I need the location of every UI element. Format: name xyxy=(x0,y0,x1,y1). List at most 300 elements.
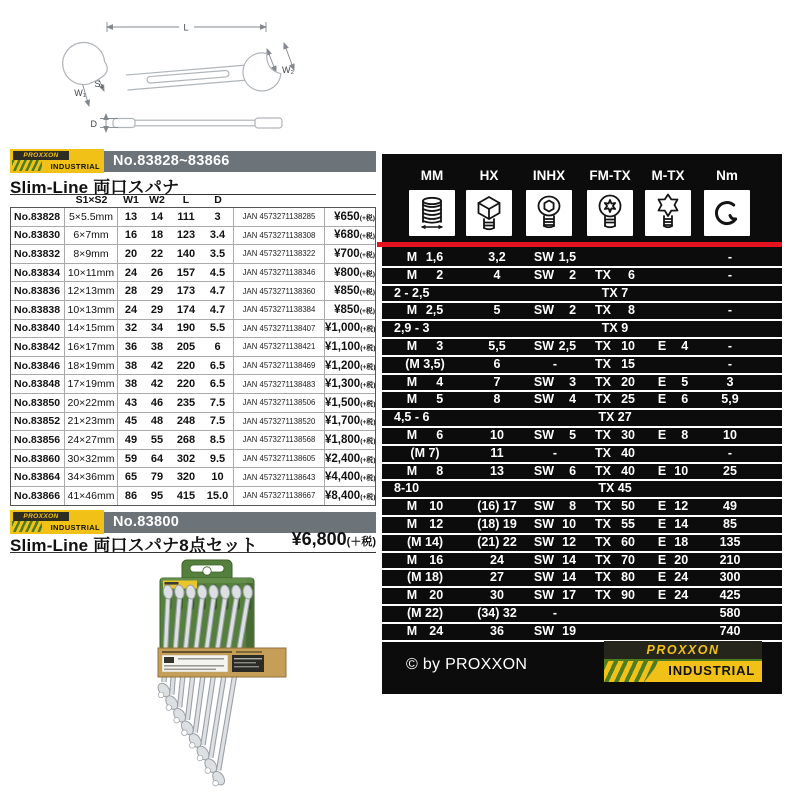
metric-cell: 30 xyxy=(490,588,504,603)
metric-cell: 135 xyxy=(719,534,741,549)
banner-model-range xyxy=(10,151,376,172)
spec-w2: 29 xyxy=(150,303,164,316)
proxxon-industrial-logo-large xyxy=(604,641,762,682)
spec-w2: 14 xyxy=(150,210,164,223)
red-divider-line xyxy=(377,242,782,247)
spec-size: 12×13mm xyxy=(65,282,118,300)
metric-cell: M 2 xyxy=(406,267,444,282)
spec-row xyxy=(11,337,375,356)
metric-cell: TX 25 xyxy=(595,392,635,407)
fmtx-icon-box xyxy=(587,190,633,236)
spec-row xyxy=(11,300,375,319)
spec-size: 21×23mm xyxy=(65,413,118,431)
col-header-hx: HX xyxy=(479,168,499,183)
metric-cell: 580 xyxy=(719,605,741,620)
col-header-mtx: M-TX xyxy=(651,168,685,183)
spec-model-no: No.83842 xyxy=(11,338,65,356)
header-w2: W2 xyxy=(149,194,165,206)
logo-green-line xyxy=(604,659,762,661)
spec-l: 220 xyxy=(176,378,196,391)
label-D: D xyxy=(90,119,97,129)
spec-row xyxy=(11,393,375,412)
spec-w2: 48 xyxy=(150,415,164,428)
spec-price: ¥1,000(+税) xyxy=(325,322,376,335)
proxxon-logo-stripes-icon xyxy=(12,160,42,171)
metric-cell: TX 50 xyxy=(595,499,635,514)
spec-d: 10 xyxy=(202,468,234,486)
spec-d: 6.5 xyxy=(202,375,234,393)
spec-d: 3 xyxy=(202,208,234,226)
metric-row xyxy=(382,321,782,339)
spec-price: ¥8,400(+税) xyxy=(325,489,376,502)
metric-cell: M 6 xyxy=(406,427,444,442)
spec-price: ¥1,500(+税) xyxy=(325,396,376,409)
spec-row xyxy=(11,319,375,338)
proxxon-wordmark: PROXXON xyxy=(13,512,69,521)
spec-size: 41×46mm xyxy=(65,487,118,505)
spec-model-no: No.83830 xyxy=(11,227,65,245)
spec-w1: 28 xyxy=(124,285,138,298)
metric-cell: (M 7) xyxy=(410,445,440,460)
spec-price: ¥4,400(+税) xyxy=(325,471,376,484)
spec-jan-code: JAN 4573271138520 xyxy=(234,413,325,431)
metric-row xyxy=(382,250,782,268)
spec-d: 9.5 xyxy=(202,450,234,468)
spec-size: 10×11mm xyxy=(65,264,118,282)
metric-cell: - xyxy=(727,356,733,371)
spec-w1: 13 xyxy=(124,210,138,223)
spec-l: 248 xyxy=(176,415,196,428)
proxxon-industrial-logo xyxy=(10,149,104,173)
metric-cell: M 5 xyxy=(406,392,444,407)
metric-cell: TX 45 xyxy=(598,481,632,496)
metric-cell: 2,9 - 3 xyxy=(394,321,430,336)
spec-row xyxy=(11,208,375,226)
product-title: Slim-Line 両口スパナ xyxy=(10,178,180,197)
metric-cell: 11 xyxy=(490,445,504,460)
wrench-set-product-photo xyxy=(138,554,318,800)
spec-l: 111 xyxy=(177,210,195,223)
spec-l: 320 xyxy=(176,471,196,484)
spec-model-no: No.83834 xyxy=(11,264,65,282)
header-size: S1×S2 xyxy=(75,194,108,206)
spec-d: 4.7 xyxy=(202,282,234,300)
metric-cell: TX 6 xyxy=(595,267,635,282)
metric-row xyxy=(382,375,782,393)
spec-model-no: No.83836 xyxy=(11,282,65,300)
label-W2: W₂ xyxy=(282,65,294,75)
spec-size: 6×7mm xyxy=(65,227,118,245)
spec-row xyxy=(11,356,375,375)
metric-cell: TX 40 xyxy=(595,463,635,478)
spec-w1: 43 xyxy=(124,396,138,409)
set-price-value: ¥6,800 xyxy=(291,529,347,549)
spec-w2: 38 xyxy=(150,340,164,353)
proxxon-logo-stripes-icon xyxy=(604,661,660,682)
spec-d: 8.5 xyxy=(202,431,234,449)
spec-jan-code: JAN 4573271138285 xyxy=(234,208,325,226)
metric-cell: 210 xyxy=(719,552,741,567)
external-torx-screw-icon xyxy=(648,193,688,233)
metric-cell: SW 2 xyxy=(533,303,577,318)
spec-jan-code: JAN 4573271138469 xyxy=(234,357,325,375)
metric-cell: 49 xyxy=(723,499,737,514)
metric-cell: (18) 19 xyxy=(477,516,517,531)
spec-d: 3.5 xyxy=(202,245,234,263)
metric-cell: - xyxy=(727,267,733,282)
spec-l: 235 xyxy=(176,396,196,409)
metric-cell: (M 18) xyxy=(406,570,444,585)
spec-w1: 16 xyxy=(124,229,138,242)
spec-price: ¥650(+税) xyxy=(334,210,375,223)
metric-cell: TX 70 xyxy=(595,552,635,567)
metric-cell: SW 6 xyxy=(533,463,577,478)
spec-w2: 26 xyxy=(150,266,164,279)
metric-cell: 5,5 xyxy=(488,338,506,353)
metric-cell: TX 10 xyxy=(595,338,635,353)
spec-price: ¥1,700(+税) xyxy=(325,415,376,428)
metric-cell: E 18 xyxy=(657,534,689,549)
spec-model-no: No.83856 xyxy=(11,431,65,449)
spec-l: 268 xyxy=(176,433,196,446)
metric-cell: TX 40 xyxy=(595,445,635,460)
metric-row xyxy=(382,392,782,410)
metric-row xyxy=(382,428,782,446)
spec-l: 220 xyxy=(176,359,196,372)
metric-cell: 5 xyxy=(493,303,501,318)
spec-jan-code: JAN 4573271138605 xyxy=(234,450,325,468)
spec-w2: 95 xyxy=(150,489,164,502)
spec-w1: 49 xyxy=(124,433,138,446)
spec-model-no: No.83850 xyxy=(11,394,65,412)
metric-cell: TX 8 xyxy=(595,303,635,318)
package-label-band xyxy=(158,648,286,677)
spec-l: 190 xyxy=(176,322,196,335)
metric-cell: M 12 xyxy=(406,516,444,531)
spec-d: 15.0 xyxy=(202,487,234,505)
metric-cell: - xyxy=(727,250,733,264)
spec-price: ¥680(+税) xyxy=(334,229,375,242)
spec-w2: 22 xyxy=(150,247,164,260)
metric-cell: - xyxy=(727,338,733,353)
metric-cell: 3,2 xyxy=(488,250,506,264)
spec-w1: 36 xyxy=(124,340,138,353)
spec-jan-code: JAN 4573271138667 xyxy=(234,487,325,505)
hx-icon-box xyxy=(466,190,512,236)
metric-cell: - xyxy=(552,445,558,460)
metric-row xyxy=(382,268,782,286)
spec-l: 174 xyxy=(176,303,196,316)
mtx-icon-box xyxy=(645,190,691,236)
hex-bolt-icon xyxy=(469,193,509,233)
spec-l: 205 xyxy=(176,340,196,353)
metric-cell: 2 - 2,5 xyxy=(394,285,430,300)
spec-price: ¥850(+税) xyxy=(334,303,375,316)
spec-w1: 20 xyxy=(124,247,138,260)
metric-cell: E 14 xyxy=(657,516,689,531)
metric-cell: TX 9 xyxy=(601,321,629,336)
spec-model-no: No.83866 xyxy=(11,487,65,505)
header-d: D xyxy=(214,194,222,206)
spec-price: ¥1,300(+税) xyxy=(325,378,376,391)
spec-row xyxy=(11,226,375,245)
spec-d: 7.5 xyxy=(202,413,234,431)
spec-w2: 18 xyxy=(150,229,164,242)
metric-cell: 300 xyxy=(719,570,741,585)
metric-row xyxy=(382,286,782,304)
metric-cell: (M 3,5) xyxy=(405,356,445,371)
metric-cell: 6 xyxy=(493,356,501,371)
spec-size: 5×5.5mm xyxy=(65,208,118,226)
metric-cell: 4,5 - 6 xyxy=(394,410,430,425)
metric-cell: E 24 xyxy=(657,570,689,585)
spec-w2: 29 xyxy=(150,285,164,298)
spec-d: 3.4 xyxy=(202,227,234,245)
torx-recess-screw-icon xyxy=(590,193,630,233)
industrial-wordmark: INDUSTRIAL xyxy=(50,162,100,171)
spec-size: 8×9mm xyxy=(65,245,118,263)
metric-row xyxy=(382,464,782,482)
metric-cell: M 2,5 xyxy=(406,303,444,318)
spec-model-no: No.83832 xyxy=(11,245,65,263)
metric-cell: M 8 xyxy=(406,463,444,478)
spec-w1: 86 xyxy=(124,489,138,502)
spec-size: 20×22mm xyxy=(65,394,118,412)
header-l: L xyxy=(182,194,190,206)
spec-size: 30×32mm xyxy=(65,450,118,468)
metric-thread-icon xyxy=(412,193,452,233)
spec-size: 24×27mm xyxy=(65,431,118,449)
spec-w1: 59 xyxy=(124,452,138,465)
metric-cell: E 24 xyxy=(657,588,689,603)
metric-cell: 425 xyxy=(719,588,741,603)
set-model-number: No.83800 xyxy=(113,514,180,530)
metric-cell: 740 xyxy=(719,623,741,638)
metric-row xyxy=(382,588,782,606)
spec-model-no: No.83860 xyxy=(11,450,65,468)
spec-w2: 46 xyxy=(150,396,164,409)
spec-jan-code: JAN 4573271138346 xyxy=(234,264,325,282)
metric-cell: (M 14) xyxy=(406,534,444,549)
set-title-underline xyxy=(10,552,376,553)
metric-cell: 8-10 xyxy=(394,481,420,496)
spec-jan-code: JAN 4573271138643 xyxy=(234,468,325,486)
spec-model-no: No.83852 xyxy=(11,413,65,431)
spec-row xyxy=(11,263,375,282)
spec-row xyxy=(11,244,375,263)
set-title: Slim-Line 両口スパナ8点セット xyxy=(10,536,258,555)
metric-cell: TX 15 xyxy=(595,356,635,371)
spec-d: 6.5 xyxy=(202,357,234,375)
header-w1: W1 xyxy=(123,194,139,206)
spec-d: 4.7 xyxy=(202,301,234,319)
set-price-tax: (＋税) xyxy=(346,536,376,548)
metric-cell: SW 19 xyxy=(533,623,577,638)
spec-price: ¥1,200(+税) xyxy=(325,359,376,372)
metric-row xyxy=(382,606,782,624)
spec-table xyxy=(10,195,376,506)
metric-cell: (34) 32 xyxy=(477,605,517,620)
metric-cell: SW 1,5 xyxy=(533,250,577,264)
metric-row xyxy=(382,481,782,499)
label-W1: W₁ xyxy=(74,88,86,98)
wrench-side-view xyxy=(91,114,283,132)
spec-table-body xyxy=(10,207,376,506)
label-S1: S₁ xyxy=(94,79,104,89)
metric-cell: 10 xyxy=(490,427,504,442)
spec-price: ¥700(+税) xyxy=(334,247,375,260)
metric-cell: 3 xyxy=(726,374,734,389)
metric-cell: TX 7 xyxy=(601,285,629,300)
set-price xyxy=(10,529,376,550)
metric-conversion-panel xyxy=(382,154,782,694)
spec-model-no: No.83838 xyxy=(11,301,65,319)
metric-cell: E 8 xyxy=(657,427,689,442)
metric-cell: 27 xyxy=(490,570,504,585)
spec-w2: 64 xyxy=(150,452,164,465)
metric-cell: M 16 xyxy=(406,552,444,567)
metric-cell: SW 3 xyxy=(533,374,577,389)
spec-jan-code: JAN 4573271138360 xyxy=(234,282,325,300)
metric-cell: M 3 xyxy=(406,338,444,353)
metric-cell: (21) 22 xyxy=(477,534,517,549)
metric-cell: - xyxy=(727,445,733,460)
inhx-icon-box xyxy=(526,190,572,236)
metric-cell: SW 14 xyxy=(533,552,577,567)
spec-row xyxy=(11,281,375,300)
spec-l: 157 xyxy=(176,266,196,279)
metric-cell: TX 60 xyxy=(595,534,635,549)
nm-icon-box xyxy=(704,190,750,236)
spec-d: 5.5 xyxy=(202,320,234,338)
spec-w1: 45 xyxy=(124,415,138,428)
spec-l: 173 xyxy=(176,285,196,298)
spec-model-no: No.83864 xyxy=(11,468,65,486)
spec-l: 140 xyxy=(176,247,196,260)
metric-cell: M 1,6 xyxy=(406,250,444,264)
spec-l: 415 xyxy=(176,489,196,502)
metric-row xyxy=(382,517,782,535)
metric-cell: SW 2,5 xyxy=(533,338,577,353)
metric-row xyxy=(382,553,782,571)
spec-d: 4.5 xyxy=(202,264,234,282)
spec-w1: 24 xyxy=(124,266,138,279)
metric-row xyxy=(382,339,782,357)
metric-cell: TX 30 xyxy=(595,427,635,442)
industrial-wordmark: INDUSTRIAL xyxy=(50,523,100,532)
spec-price: ¥1,800(+税) xyxy=(325,433,376,446)
spec-jan-code: JAN 4573271138407 xyxy=(234,320,325,338)
metric-cell: E 6 xyxy=(657,392,689,407)
metric-cell: M 24 xyxy=(406,623,444,638)
spec-d: 7.5 xyxy=(202,394,234,412)
metric-cell: E 5 xyxy=(657,374,689,389)
metric-row xyxy=(382,499,782,517)
spec-row xyxy=(11,412,375,431)
spec-row xyxy=(11,449,375,468)
metric-cell: TX 80 xyxy=(595,570,635,585)
model-range-number: No.83828~83866 xyxy=(113,153,230,169)
metric-cell: TX 20 xyxy=(595,374,635,389)
col-header-mm: MM xyxy=(420,168,444,183)
metric-cell: 10 xyxy=(723,427,737,442)
spec-size: 34×36mm xyxy=(65,468,118,486)
spec-row xyxy=(11,430,375,449)
metric-cell: - xyxy=(552,605,558,620)
metric-cell: 4 xyxy=(493,267,501,282)
spec-w2: 55 xyxy=(150,433,164,446)
metric-cell: 85 xyxy=(723,516,737,531)
spec-d: 6 xyxy=(202,338,234,356)
metric-cell: TX 55 xyxy=(595,516,635,531)
industrial-wordmark: INDUSTRIAL xyxy=(668,663,755,678)
metric-cell: SW 5 xyxy=(533,427,577,442)
metric-row xyxy=(382,357,782,375)
spec-w1: 38 xyxy=(124,359,138,372)
metric-cell: - xyxy=(727,303,733,318)
metric-cell: - xyxy=(552,356,558,371)
metric-cell: M 10 xyxy=(406,499,444,514)
metric-cell: 36 xyxy=(490,623,504,638)
metric-cell: SW 4 xyxy=(533,392,577,407)
spec-w2: 42 xyxy=(150,378,164,391)
metric-cell: 24 xyxy=(490,552,504,567)
spec-row xyxy=(11,467,375,486)
spec-jan-code: JAN 4573271138421 xyxy=(234,338,325,356)
metric-cell: (M 22) xyxy=(406,605,444,620)
spec-w2: 34 xyxy=(150,322,164,335)
spec-row xyxy=(11,374,375,393)
metric-cell: 7 xyxy=(493,374,501,389)
metric-row xyxy=(382,624,782,642)
metric-row xyxy=(382,446,782,464)
label-L: L xyxy=(183,22,189,33)
spec-price: ¥2,400(+税) xyxy=(325,452,376,465)
spec-size: 14×15mm xyxy=(65,320,118,338)
metric-cell: E 12 xyxy=(657,499,689,514)
proxxon-wordmark: PROXXON xyxy=(13,151,69,160)
spec-w1: 32 xyxy=(124,322,138,335)
metric-row xyxy=(382,303,782,321)
spec-jan-code: JAN 4573271138322 xyxy=(234,245,325,263)
col-header-nm: Nm xyxy=(716,168,738,183)
spec-size: 17×19mm xyxy=(65,375,118,393)
spec-table-header xyxy=(10,195,376,206)
spec-size: 18×19mm xyxy=(65,357,118,375)
dim-L xyxy=(107,22,266,33)
copyright-text: © by PROXXON xyxy=(406,656,528,673)
inner-hex-bolt-icon xyxy=(529,193,569,233)
metric-cell: E 10 xyxy=(657,463,689,478)
metric-cell: SW 2 xyxy=(533,267,577,282)
metric-cell: TX 90 xyxy=(595,588,635,603)
metric-cell: 8 xyxy=(493,392,501,407)
metric-cell: SW 14 xyxy=(533,570,577,585)
spec-model-no: No.83840 xyxy=(11,320,65,338)
spec-jan-code: JAN 4573271138384 xyxy=(234,301,325,319)
metric-cell: SW 17 xyxy=(533,588,577,603)
metric-cell: 5,9 xyxy=(721,392,739,407)
proxxon-wordmark: PROXXON xyxy=(646,643,720,657)
metric-cell: E 20 xyxy=(657,552,689,567)
metric-cell: SW 8 xyxy=(533,499,577,514)
wrench-dimension-diagram xyxy=(0,14,390,154)
spec-jan-code: JAN 4573271138568 xyxy=(234,431,325,449)
metric-row xyxy=(382,535,782,553)
spec-w1: 24 xyxy=(124,303,138,316)
mm-icon-box xyxy=(409,190,455,236)
spec-w2: 79 xyxy=(150,471,164,484)
